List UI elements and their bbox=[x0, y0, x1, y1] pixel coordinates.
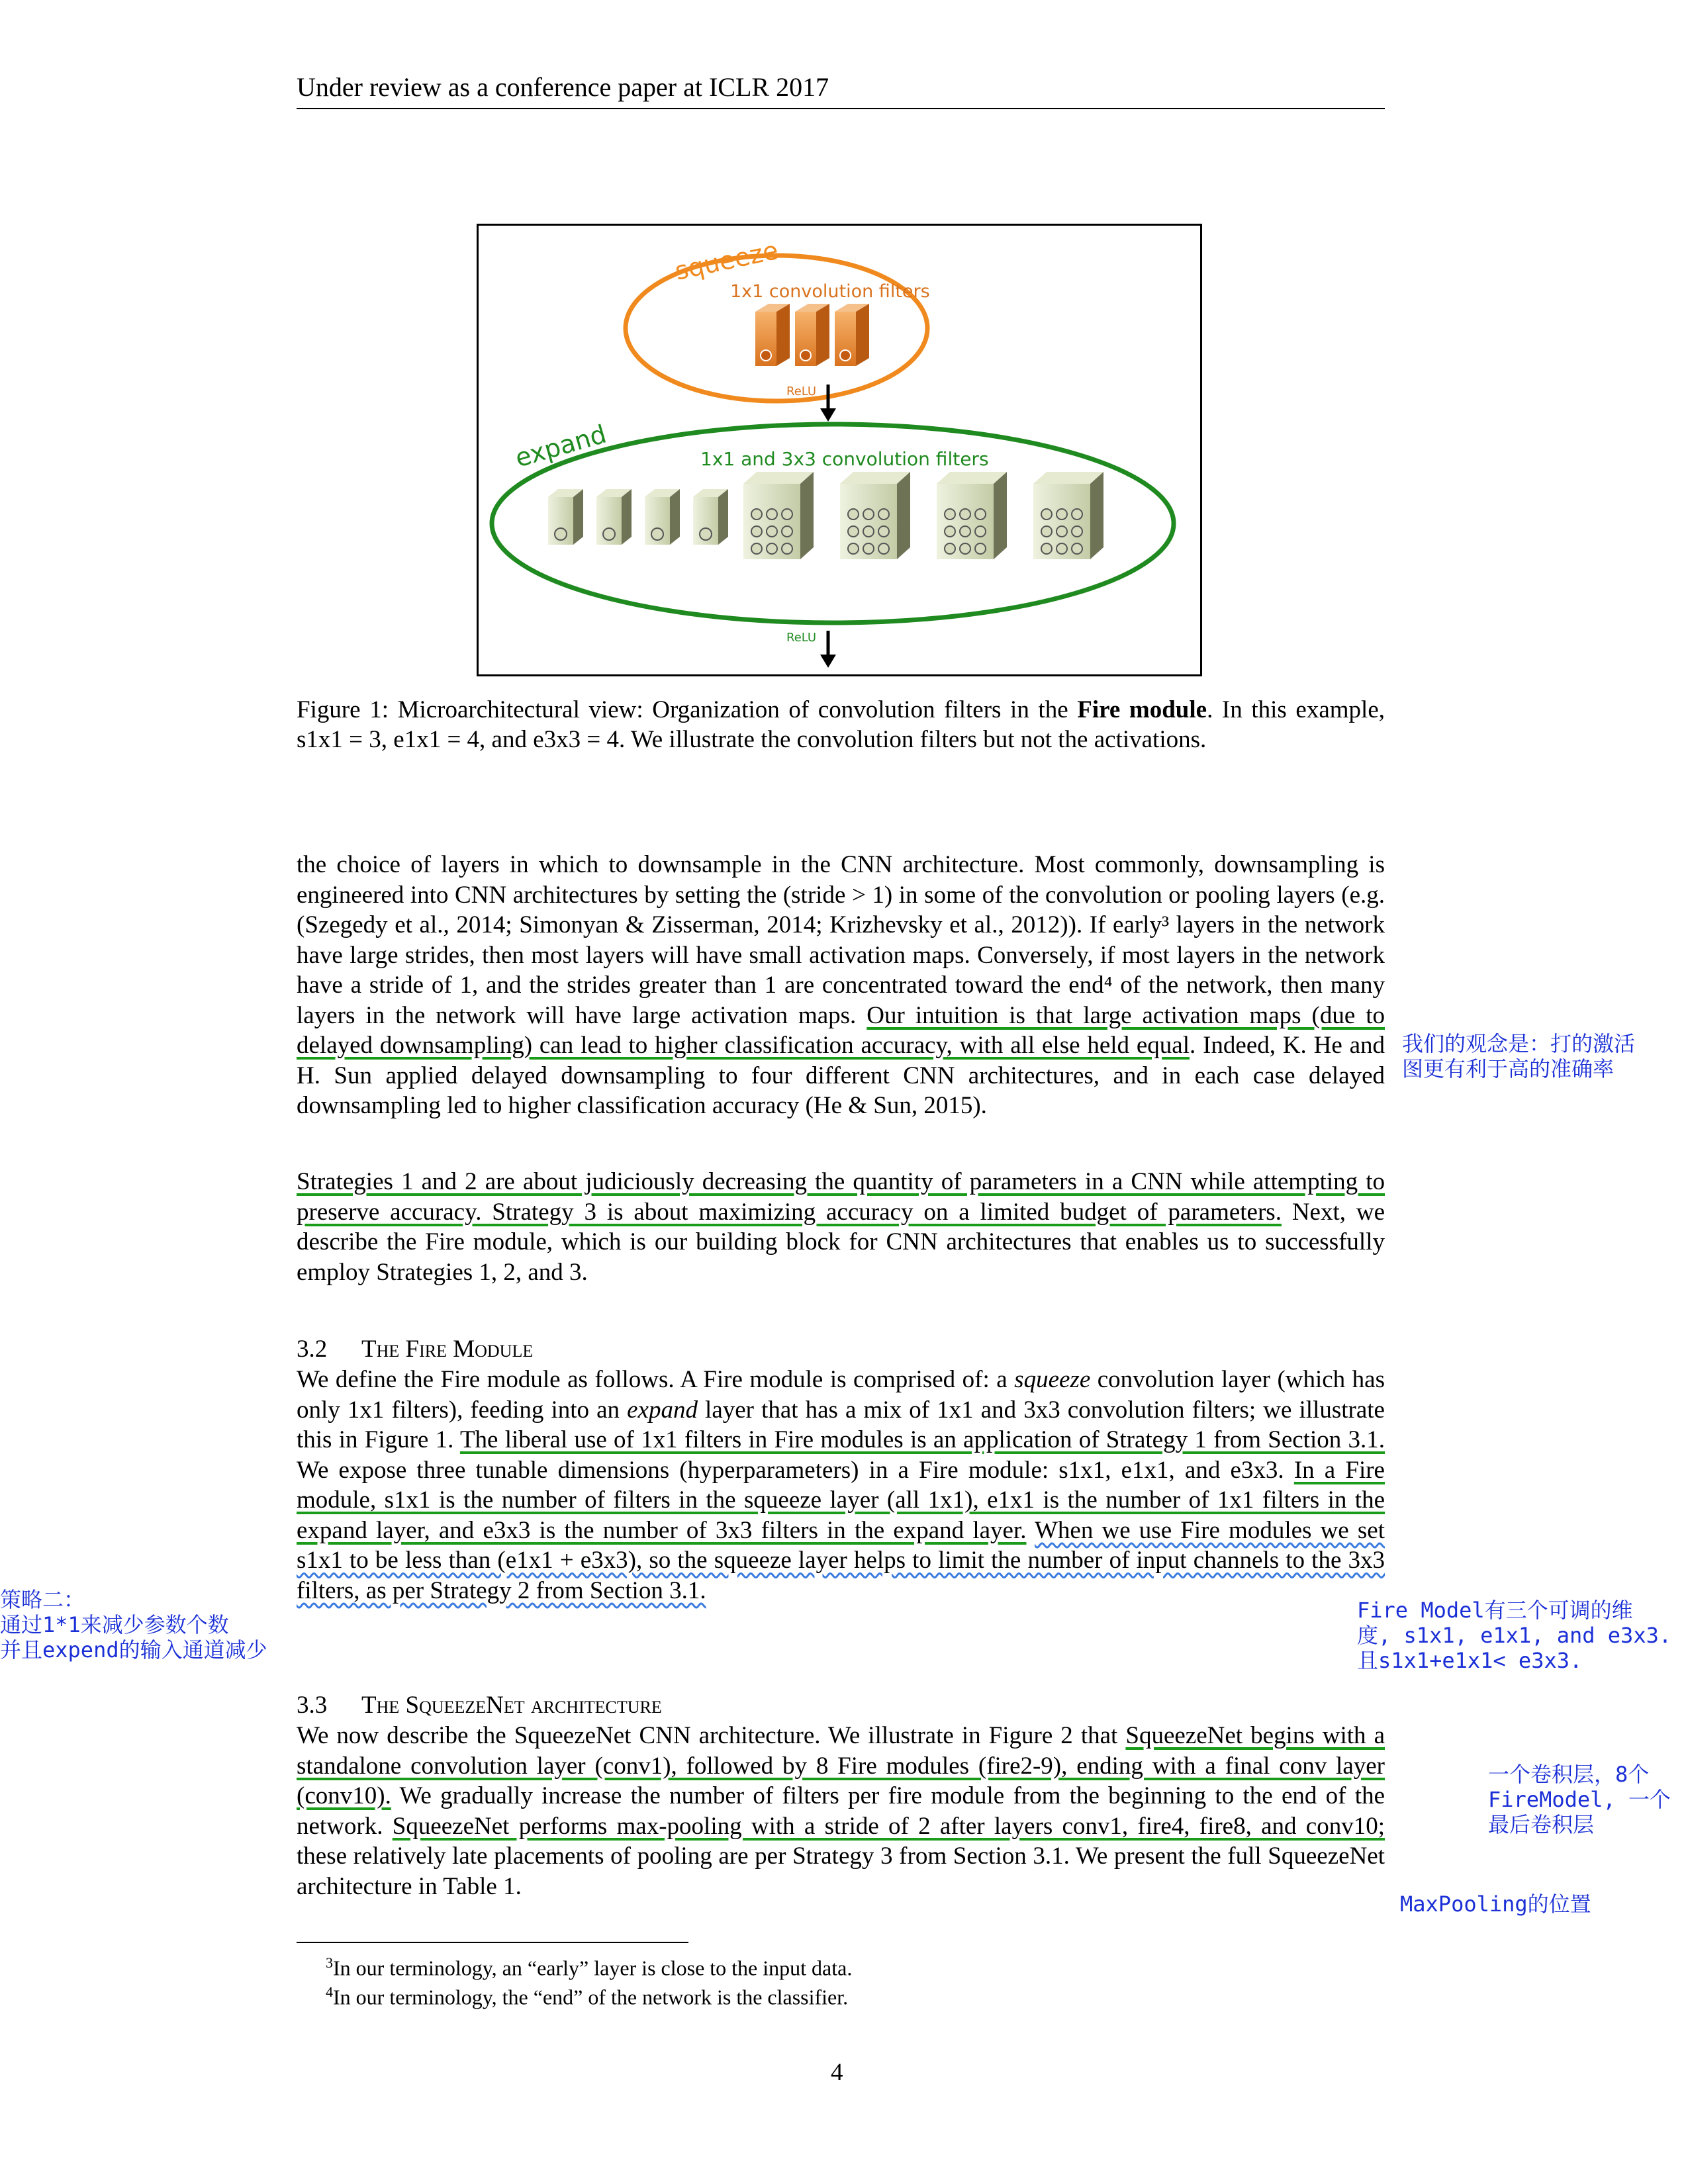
expand-3x3-filter bbox=[840, 472, 910, 559]
paragraph-downsampling bbox=[297, 850, 1385, 1121]
paragraph-fire-module bbox=[297, 1365, 1385, 1606]
para2-highlight: Strategies 1 and 2 are about judiciously decreasing the quantity of parameters in a CNN while attempting to preserve accuracy. Strategy 3 is about maximizing accuracy on a limited budget of parameters. bbox=[297, 1168, 1385, 1226]
para3-italic: expand bbox=[627, 1396, 698, 1424]
para3-text: layer that has a mix of 1x1 and 3x3 convolution filters; we illustrate this in Figure 1. bbox=[297, 1396, 1385, 1453]
footnote-mark: 3 bbox=[326, 1954, 333, 1971]
para1-text-end: . Indeed, K. He and H. Sun applied delayed downsampling to four different CNN architectures, and in each case delayed downsampling led to higher classification accuracy (He & Sun, 2015). bbox=[297, 1032, 1385, 1119]
relu-top-label: ReLU bbox=[786, 385, 817, 398]
expand-1x1-filter bbox=[596, 489, 632, 545]
relu-bottom-label: ReLU bbox=[786, 631, 817, 645]
expand-1x1-filter bbox=[645, 489, 680, 545]
squeeze-filters-label: 1x1 convolution filters bbox=[730, 281, 930, 302]
section-title: The SqueezeNet architecture bbox=[361, 1692, 662, 1719]
expand-1x1-filter bbox=[693, 489, 728, 545]
running-header: Under review as a conference paper at ICLR 2017 bbox=[297, 71, 1385, 109]
footnote bbox=[326, 1979, 848, 2011]
paragraph-strategies bbox=[297, 1167, 1385, 1287]
arrow-down-icon bbox=[820, 408, 836, 422]
para3-highlight: The liberal use of 1x1 filters in Fire modules is an application of Strategy 1 from Section 3.1. bbox=[459, 1426, 1385, 1453]
footnote bbox=[326, 1950, 852, 1981]
para3-text: convolution layer (which has only 1x1 filters), feeding into an bbox=[297, 1366, 1385, 1424]
paragraph-squeezenet bbox=[297, 1721, 1385, 1901]
figure-1 bbox=[477, 224, 1202, 676]
footnote-text: In our terminology, an “early” layer is close to the input data. bbox=[333, 1956, 853, 1980]
caption-lead: Figure 1: Microarchitectural view: Organization of convolution filters in the bbox=[297, 696, 1078, 723]
annotation-maxpool: MaxPooling的位置 bbox=[1400, 1891, 1591, 1917]
annotation-strategy2: 策略二： 通过1*1来减少参数个数 并且expend的输入通道减少 bbox=[0, 1587, 267, 1662]
para1-text: the choice of layers in which to downsample in the CNN architecture. Most commonly, downsampling is engineered into CNN architectures by setting the (stride > 1) in some of the convolution or pooling layers (e.g. (Szegedy et al., 2014; Simonyan & Zisserman, 2014; Krizhevsky et al., 2012)). If early³ layers in the network have large strides, then most layers will have small activation maps. Conversely, if most layers in the network have a stride of 1, and the strides greater than 1 are concentrated toward the end⁴ of the network, then many layers in the network will have large activation maps. bbox=[297, 851, 1385, 1029]
para3-text bbox=[1027, 1517, 1035, 1544]
section-heading-3-2 bbox=[297, 1334, 1385, 1364]
expand-3x3-filter bbox=[743, 472, 814, 559]
section-number: 3.3 bbox=[297, 1692, 328, 1719]
caption-bold: Fire module bbox=[1077, 696, 1207, 723]
para3-wavy-highlight: When we use Fire modules we set s1x1 to be less than (e1x1 + e3x3), so the squeeze layer helps to limit the number of input channels to the 3x3 filters, as per Strategy 2 from Section 3.1. bbox=[297, 1516, 1385, 1604]
expand-label: expand bbox=[512, 419, 610, 473]
footnote-rule bbox=[297, 1942, 688, 1943]
squeeze-filter bbox=[755, 304, 790, 366]
section-heading-3-3 bbox=[297, 1690, 1385, 1720]
para3-italic: squeeze bbox=[1014, 1366, 1091, 1393]
para1-highlight: Our intuition is that large activation maps (due to delayed downsampling) can lead to higher classification accuracy, with all else held equal bbox=[297, 1001, 1385, 1059]
para4-text: We gradually increase the number of filters per fire module from the beginning to the end of the network. bbox=[297, 1782, 1385, 1840]
para2-text: Next, we describe the Fire module, which is our building block for CNN architectures that enables us to successfully employ Strategies 1, 2, and 3. bbox=[297, 1198, 1385, 1286]
annotation-layers: 一个卷积层，8个 FireModel, 一个 最后卷积层 bbox=[1488, 1762, 1671, 1837]
annotation-intuition: 我们的观念是：打的激活 图更有利于高的准确率 bbox=[1402, 1031, 1636, 1081]
para3-text: We expose three tunable dimensions (hyperparameters) in a Fire module: s1x1, e1x1, and e3x3. bbox=[297, 1456, 1294, 1484]
expand-1x1-filter bbox=[548, 489, 583, 545]
squeeze-label: squeeze bbox=[672, 235, 781, 286]
footnote-text: In our terminology, the “end” of the network is the classifier. bbox=[333, 1985, 849, 2009]
expand-3x3-filter bbox=[1033, 472, 1103, 559]
squeeze-filter bbox=[835, 304, 869, 366]
fire-module-diagram bbox=[479, 226, 1200, 674]
section-title: The Fire Module bbox=[361, 1336, 534, 1363]
figure-caption bbox=[297, 695, 1385, 754]
caption-rest: . In this example, s1x1 = 3, e1x1 = 4, and e3x3 = 4. We illustrate the convolution filters but not the activations. bbox=[297, 696, 1385, 753]
section-number: 3.2 bbox=[297, 1336, 328, 1363]
page-number: 4 bbox=[831, 2059, 843, 2086]
para4-text: We now describe the SqueezeNet CNN architecture. We illustrate in Figure 2 that bbox=[297, 1722, 1126, 1749]
squeeze-filter bbox=[795, 304, 829, 366]
expand-3x3-filter bbox=[937, 472, 1007, 559]
annotation-fire-dimensions: Fire Model有三个可调的维 度, s1x1, e1x1, and e3x3. 且s1x1+e1x1< e3x3. bbox=[1357, 1598, 1672, 1673]
footnote-mark: 4 bbox=[326, 1983, 333, 2000]
para4-highlight: SqueezeNet performs max-pooling with a stride of 2 after layers conv1, fire4, fire8, and conv10; bbox=[392, 1812, 1385, 1840]
expand-filters-label: 1x1 and 3x3 convolution filters bbox=[700, 448, 989, 470]
para4-highlight: SqueezeNet begins with a standalone convolution layer (conv1), followed by 8 Fire modules (fire2-9), ending with a final conv layer (conv10). bbox=[297, 1722, 1385, 1809]
para4-text: these relatively late placements of pooling are per Strategy 3 from Section 3.1. We present the full SqueezeNet architecture in Table 1. bbox=[297, 1843, 1385, 1900]
para3-text: We define the Fire module as follows. A Fire module is comprised of: a bbox=[297, 1366, 1015, 1393]
arrow-down-icon bbox=[820, 655, 836, 668]
para3-highlight: In a Fire module, s1x1 is the number of filters in the squeeze layer (all 1x1), e1x1 is the number of 1x1 filters in the expand layer, and e3x3 is the number of 3x3 filters in the expand layer. bbox=[297, 1456, 1385, 1544]
